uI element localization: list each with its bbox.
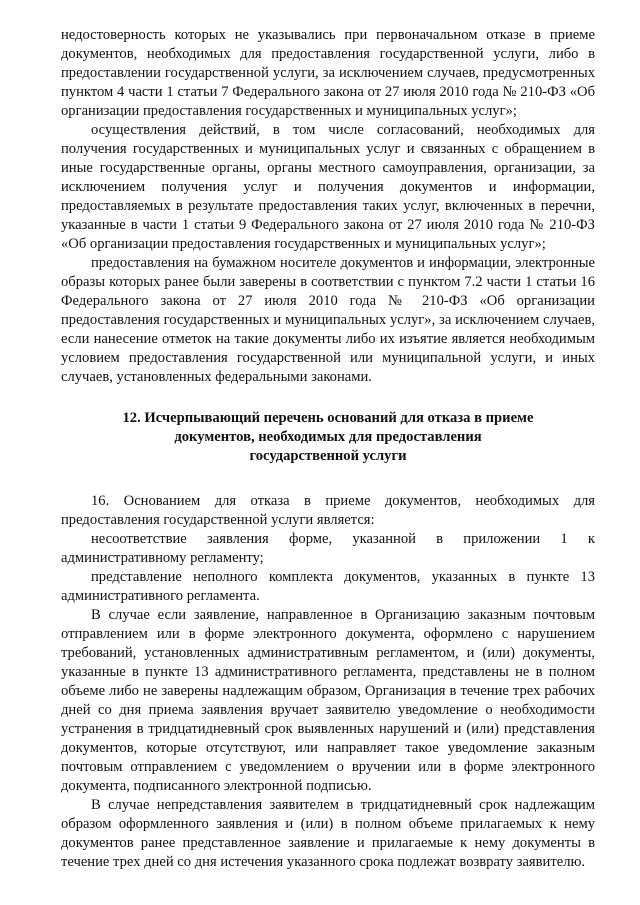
paragraph-notification: В случае если заявление, направленное в Организацию заказным почтовым отправлением или в форме электронного документа, оформлено с нарушением требований, установленных административным регламентом, и (или) документы, указанные в пункте 13 административного регламента, представлены не в полном объеме либо не заверены надлежащим образом, Организация в течение трех рабочих дней со дня приема заявления вручает заявителю уведомление о необходимости устранения в тридцатидневный срок выявленных нарушений и (или) представления документов, которые отсутствуют, или направляет такое уведомление заказным почтовым отправлением с уведомлением о вручении или в форме электронного документа, подписанного электронной подписью. (61, 607, 595, 794)
section-heading (61, 409, 595, 466)
section-heading-line-3: государственной услуги (249, 448, 407, 464)
paragraph-form-mismatch: несоответствие заявления форме, указанной в приложении 1 к административному регламенту; (61, 531, 595, 566)
paragraph-incomplete-set: представление неполного комплекта документов, указанных в пункте 13 административного регламента. (61, 569, 595, 604)
section-heading-line-1: 12. Исчерпывающий перечень оснований для отказа в приеме (122, 410, 534, 426)
paragraph-item-16: 16. Основанием для отказа в приеме документов, необходимых для предоставления государственной услуги является: (61, 493, 595, 528)
paragraph-actions: осуществления действий, в том числе согласований, необходимых для получения государственных и муниципальных услуг и связанных с обращением в иные государственные органы, органы местного самоуправления, организации, за исключением получения услуг и получения документов и информации, предоставляемых в результате предоставления таких услуг, включенных в перечни, указанные в части 1 статьи 9 Федерального закона от 27 июля 2010 года № 210-ФЗ «Об организации предоставления государственных и муниципальных услуг»; (61, 122, 595, 252)
paragraph-continuation: недостоверность которых не указывались при первоначальном отказе в приеме документов, необходимых для предоставления государственной услуги, либо в предоставлении государственной услуги, за исключением случаев, предусмотренных пунктом 4 части 1 статьи 7 Федерального закона от 27 июля 2010 года № 210-ФЗ «Об организации предоставления государственных и муниципальных услуг»; (61, 27, 595, 119)
document-page (61, 26, 595, 872)
paragraph-paper-documents: предоставления на бумажном носителе документов и информации, электронные образы которых ранее были заверены в соответствии с пунктом 7.2 части 1 статьи 16 Федерального закона от 27 июля 2010 года № 210-ФЗ «Об организации предоставления государственных и муниципальных услуг», за исключением случаев, если нанесение отметок на такие документы либо их изъятие является необходимым условием предоставления государственной или муниципальной услуги, и иных случаев, установленных федеральными законами. (61, 255, 595, 385)
paragraph-return: В случае непредставления заявителем в тридцатидневный срок надлежащим образом оформленного заявления и (или) в полном объеме прилагаемых к нему документов ранее представленное заявление и прилагаемые к нему документы в течение трех дней со дня истечения указанного срока подлежат возврату заявителю. (61, 797, 595, 870)
section-heading-line-2: документов, необходимых для предоставления (174, 429, 482, 445)
